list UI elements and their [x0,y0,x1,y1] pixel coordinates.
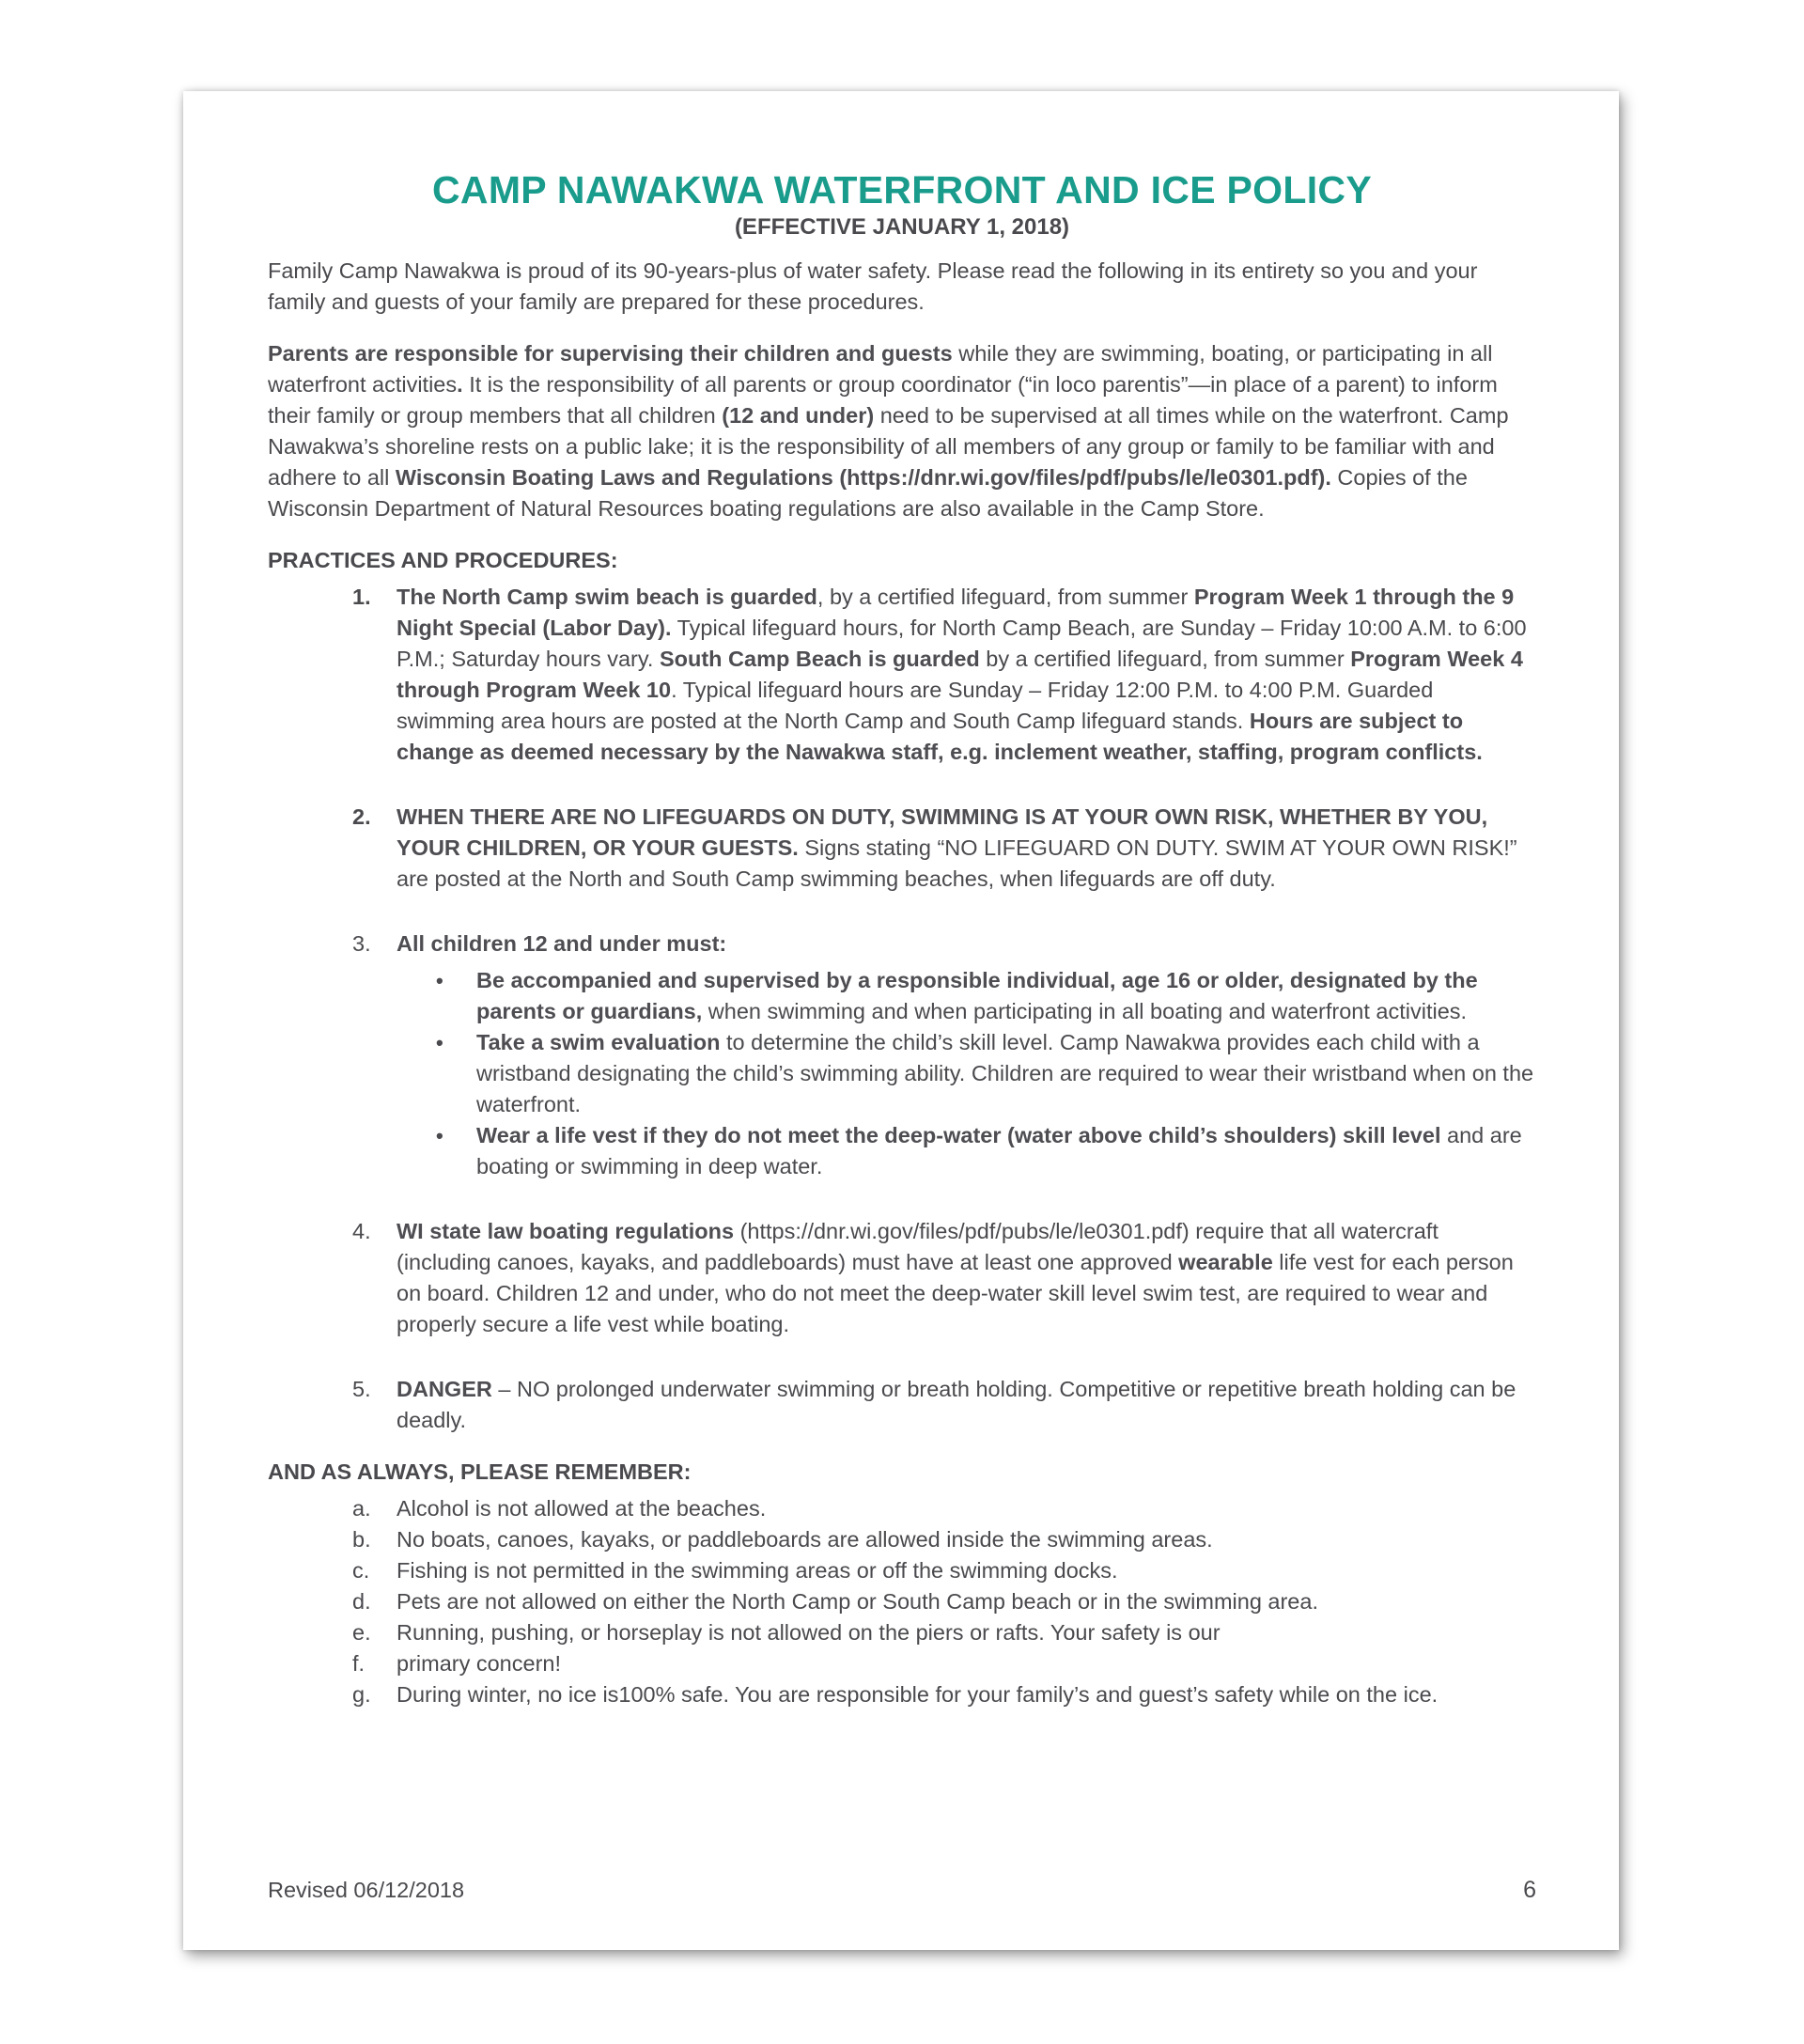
item-text: primary concern! [397,1651,561,1676]
item-text [397,582,1536,768]
list-item [352,1648,1536,1679]
bold-text: wearable [1178,1250,1273,1274]
body-text: to determine the child’s skill level. Camp Nawakwa provides each child with a wristband designating the child’s swimming ability. Children are required to wear their wristband when on the waterfront. [476,1030,1534,1116]
bold-text: Be accompanied and supervised by a responsible individual, age 16 or older, designated by the parents or guardians, [476,968,1478,1023]
item-text: During winter, no ice is100% safe. You are responsible for your family’s and guest’s safety while on the ice. [397,1682,1439,1707]
item-letter: g. [352,1682,371,1707]
body-text: and are boating or swimming in deep water. [476,1123,1522,1178]
list-item [352,1617,1536,1648]
item-number: 4. [352,1219,371,1243]
body-text: need to be supervised at all times while on the waterfront. Camp Nawakwa’s shoreline rests on a public lake; it is the responsibility of all members of any group or family to be familiar with and adhere to all [268,403,1509,490]
bold-text: WHEN THERE ARE NO LIFEGUARDS ON DUTY, SWIMMING IS AT YOUR OWN RISK, WHETHER BY YOU, YOUR CHILDREN, OR YOUR GUESTS. [397,804,1488,860]
list-item [352,1679,1536,1710]
body-text: (https://dnr.wi.gov/files/pdf/pubs/le/le0301.pdf) require that all watercraft (including canoes, kayaks, and paddleboards) must have at least one approved [397,1219,1439,1274]
bold-text: Program Week 1 through the 9 Night Special (Labor Day). [397,585,1515,640]
page-content [268,168,1536,1710]
item-letter: b. [352,1527,371,1552]
practice-item-4 [352,1216,1536,1340]
body-text: when swimming and when participating in all boating and waterfront activities. [702,999,1468,1023]
item-text: No boats, canoes, kayaks, or paddleboards are allowed inside the swimming areas. [397,1527,1213,1552]
list-item [397,965,1536,1027]
practice-item-3 [352,928,1536,1182]
page-number: 6 [1523,1877,1536,1903]
bullet-icon: • [436,1031,443,1054]
list-item [352,1586,1536,1617]
item-letter: c. [352,1558,370,1583]
bold-text: WI state law boating regulations [397,1219,735,1243]
practices-heading: PRACTICES AND PROCEDURES: [268,548,618,572]
bullet-icon: • [436,969,443,992]
bold-text: Program Week 4 through Program Week 10 [397,647,1523,702]
intro-paragraph: Family Camp Nawakwa is proud of its 90-years-plus of water safety. Please read the following in its entirety so you and your family and guests of your family are prepared for these procedures. [268,258,1478,314]
bullet-text [476,965,1536,1027]
bold-text: The North Camp swim beach is guarded [397,585,817,609]
effective-date: (EFFECTIVE JANUARY 1, 2018) [734,214,1070,240]
page-title: CAMP NAWAKWA WATERFRONT AND ICE POLICY [432,168,1372,211]
item-number: 3. [352,931,371,956]
item-text: Alcohol is not allowed at the beaches. [397,1496,767,1521]
bullet-text [476,1027,1536,1120]
body-text: Typical lifeguard hours, for North Camp Beach, are Sunday – Friday 10:00 A.M. to 6:00 P.M.; Saturday hours vary. [397,616,1527,671]
item-text [397,928,1536,1182]
item-number: 1. [352,585,371,609]
bullet-text [476,1120,1536,1182]
body-text: Copies of the Wisconsin Department of Natural Resources boating regulations are also available in the Camp Store. [268,465,1468,521]
item-letter: d. [352,1589,371,1614]
bold-text: Wear a life vest if they do not meet the deep-water (water above child’s shoulders) skill level [476,1123,1441,1147]
practice-item-1 [352,582,1536,768]
item-text: Fishing is not permitted in the swimming areas or off the swimming docks. [397,1558,1118,1583]
item-text [397,802,1536,895]
boating-laws-link-text: Wisconsin Boating Laws and Regulations (https://dnr.wi.gov/files/pdf/pubs/le/le0301.pdf). [395,465,1331,490]
bold-text: Take a swim evaluation [476,1030,721,1054]
item-letter: f. [352,1651,365,1676]
list-item [397,1120,1536,1182]
bold-text: Hours are subject to change as deemed necessary by the Nawakwa staff, e.g. inclement weather, staffing, program conflicts. [397,709,1483,764]
body-text: . Typical lifeguard hours are Sunday – Friday 12:00 P.M. to 4:00 P.M. Guarded swimming area hours are posted at the North Camp and South Camp lifeguard stands. [397,678,1434,733]
body-text: – NO prolonged underwater swimming or breath holding. Competitive or repetitive breath holding can be deadly. [397,1377,1516,1432]
practice-item-5 [352,1374,1536,1436]
bold-text: DANGER [397,1377,492,1401]
document-page [183,91,1619,1950]
remember-list [268,1493,1536,1710]
list-item [352,1493,1536,1524]
bold-text: Parents are responsible for supervising their children and guests [268,341,953,366]
item-text: Pets are not allowed on either the North Camp or South Camp beach or in the swimming area. [397,1589,1318,1614]
practice-item-2 [352,802,1536,895]
body-text: by a certified lifeguard, from summer [979,647,1351,671]
list-item [352,1524,1536,1555]
parents-responsibility-paragraph [268,338,1536,524]
item-number: 5. [352,1377,371,1401]
body-text: Signs stating “NO LIFEGUARD ON DUTY. SWIM AT YOUR OWN RISK!” are posted at the North and South Camp swimming beaches, when lifeguards are off duty. [397,835,1517,891]
body-text: It is the responsibility of all parents or group coordinator (“in loco parentis”—in place of a parent) to inform their family or group members that all children [268,372,1498,428]
bold-text: South Camp Beach is guarded [659,647,980,671]
list-item [397,1027,1536,1120]
body-text: life vest for each person on board. Children 12 and under, who do not meet the deep-water skill level swim test, are required to wear and properly secure a life vest while boating. [397,1250,1514,1336]
remember-heading: AND AS ALWAYS, PLEASE REMEMBER: [268,1459,692,1484]
list-item [352,1555,1536,1586]
revised-date: Revised 06/12/2018 [268,1878,465,1902]
body-text: while they are swimming, boating, or participating in all waterfront activities [268,341,1493,397]
item-letter: e. [352,1620,371,1645]
page-footer [268,1875,1536,1906]
children-rules-list [397,965,1536,1182]
body-text: , by a certified lifeguard, from summer [816,585,1194,609]
bullet-icon: • [436,1124,443,1147]
bold-text: (12 and under) [722,403,875,428]
item-text [397,1374,1536,1436]
item-number: 2. [352,804,371,829]
item-letter: a. [352,1496,371,1521]
bold-text: . [457,372,463,397]
item-text: Running, pushing, or horseplay is not allowed on the piers or rafts. Your safety is our [397,1620,1221,1645]
item-text [397,1216,1536,1340]
bold-text: All children 12 and under must: [397,931,727,956]
